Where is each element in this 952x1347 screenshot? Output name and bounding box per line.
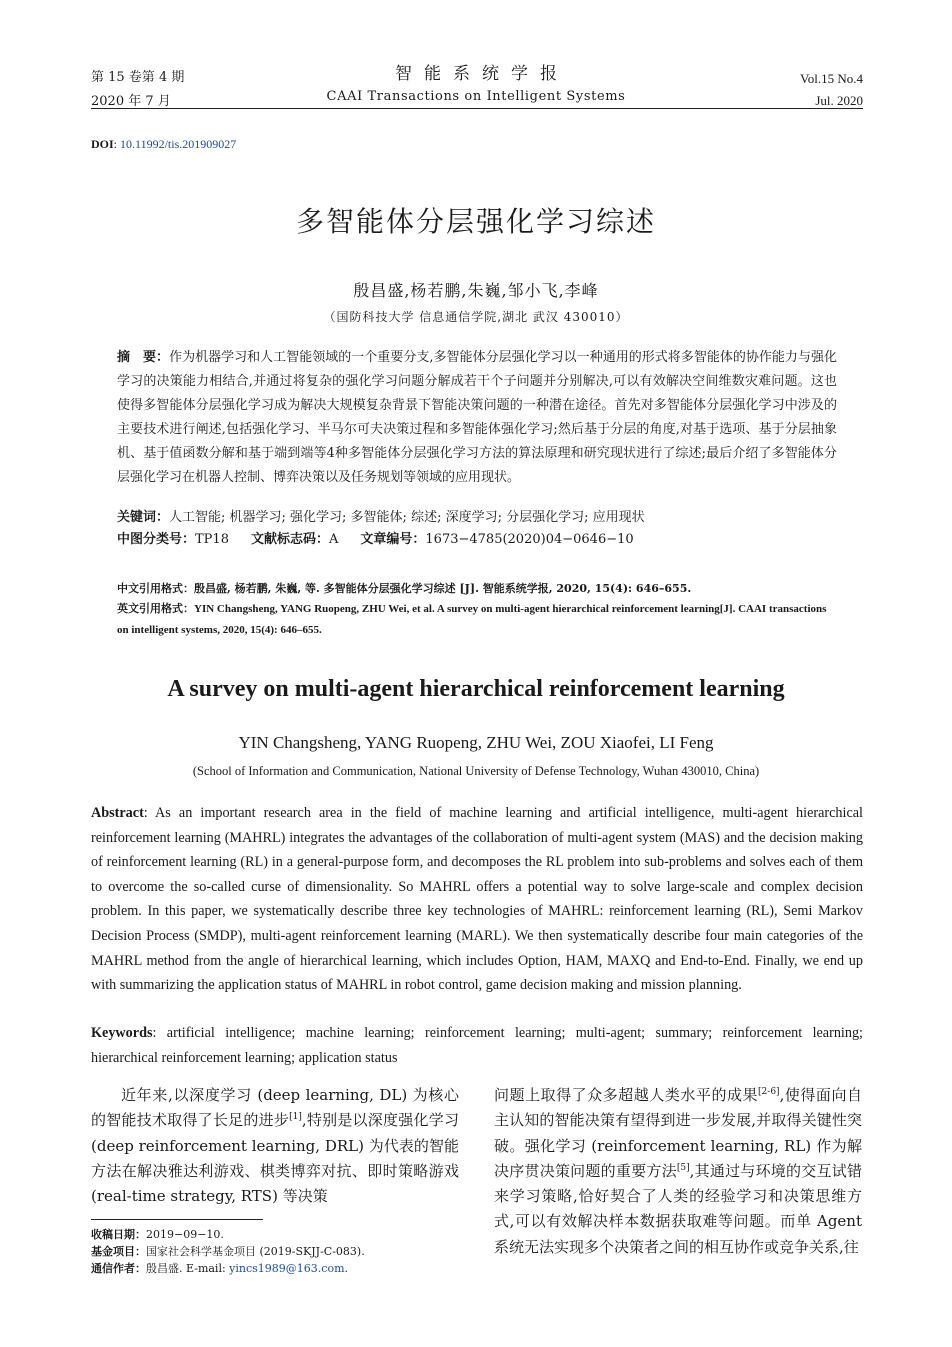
clc-value: TP18 bbox=[195, 532, 229, 547]
citation-cn-text: 殷昌盛, 杨若鹏, 朱巍, 等. 多智能体分层强化学习综述 [J]. 智能系统学报, 2020, 15(4): 646–655. bbox=[194, 582, 692, 595]
page-title-en: A survey on multi-agent hierarchical reinforcement learning bbox=[167, 676, 785, 702]
body-column-right bbox=[494, 1083, 862, 1260]
received-label: 收稿日期： bbox=[91, 1228, 146, 1241]
article-no-value: 1673−4785(2020)04−0646−10 bbox=[425, 532, 634, 547]
fund-value: 国家社会科学基金项目 (2019-SKJJ-C-083). bbox=[146, 1245, 365, 1258]
ref-2-6[interactable]: [2-6] bbox=[758, 1087, 780, 1097]
body-column-left bbox=[91, 1083, 459, 1209]
journal-title-en: CAAI Transactions on Intelligent Systems bbox=[326, 89, 626, 104]
body-right-text-1: 问题上取得了众多超越人类水平的成果 bbox=[494, 1086, 759, 1104]
keywords-en-text: : artificial intelligence; machine learning; reinforcement learning; multi-agent; summary; reinforcement learning; hierarchical reinforcement learning; application status bbox=[91, 1025, 863, 1066]
doi: DOI: 10.11992/tis.201909027 bbox=[91, 137, 237, 151]
doi-link[interactable]: 10.11992/tis.201909027 bbox=[120, 137, 237, 151]
corr-value: 殷昌盛. E-mail: bbox=[146, 1262, 230, 1275]
body-right-text-3: ,其通过与环境的交互试错来学习策略,恰好契合了人类的经验学习和决策思维方式,可以有效解决样本数据获取难等问题。而单 Agent 系统无法实现多个决策者之间的相互协作或竞争关系,往 bbox=[494, 1161, 862, 1256]
body-right-text-2: ,使得面向自主认知的智能决策有望得到进一步发展,并取得关键性突破。强化学习 (reinforcement learning, RL) 作为解决序贯决策问题的重要方法 bbox=[494, 1086, 862, 1180]
keywords-en-label: Keywords bbox=[91, 1025, 153, 1041]
citation-en bbox=[117, 599, 839, 641]
abstract-cn bbox=[117, 346, 837, 490]
doc-code-label: 文献标志码： bbox=[250, 532, 329, 547]
clc-label: 中图分类号： bbox=[117, 532, 196, 547]
citation-en-label: 英文引用格式： bbox=[117, 603, 194, 615]
journal-title-cn: 智能系统学报 bbox=[395, 64, 569, 84]
doc-code-value: A bbox=[329, 532, 339, 547]
volume-en: Vol.15 No.4 bbox=[800, 71, 863, 86]
citation-formats bbox=[117, 578, 839, 641]
abstract-en-label: Abstract bbox=[91, 805, 144, 821]
abstract-en-text: : As an important research area in the field of machine learning and artificial intelligence, multi-agent hierarchical reinforcement learning (MAHRL) integrates the advantages of the collaboration of multi-agent system (MAS) and the decision making of reinforcement learning (RL) in a general-purpose form, and decomposes the RL problem into sub-problems and solves each of them to overcome the so-called curse of dimensionality. So MAHRL offers a potential way to solve large-scale and complex decision problem. In this paper, we systematically describe three key technologies of MAHRL: reinforcement learning (RL), Semi Markov Decision Process (SMDP), multi-agent reinforcement learning (MARL). We then systematically describe four main categories of the MAHRL method from the angle of hierarchical learning, which includes Option, HAM, MAXQ and End-to-End. Finally, we end up with summarizing the application status of MAHRL in robot control, game decision making and mission planning. bbox=[91, 805, 863, 994]
keywords-cn-text: 人工智能; 机器学习; 强化学习; 多智能体; 综述; 深度学习; 分层强化学习; 应用现状 bbox=[169, 510, 645, 525]
footnote-rule bbox=[91, 1219, 263, 1220]
corr-end: . bbox=[344, 1262, 348, 1275]
fund-item bbox=[91, 1243, 365, 1260]
body-left-text-2: ,特别是以深度强化学习 (deep reinforcement learning, DRL) 为代表的智能方法在解决雅达利游戏、棋类博弈对抗、即时策略游戏 (real-time strategy, RTS) 等决策 bbox=[91, 1111, 459, 1206]
date-en: Jul. 2020 bbox=[815, 93, 863, 108]
authors-en: YIN Changsheng, YANG Ruopeng, ZHU Wei, ZOU Xiaofei, LI Feng bbox=[238, 733, 714, 752]
ref-5[interactable]: [5] bbox=[676, 1162, 690, 1173]
affiliation-cn: （国防科技大学 信息通信学院,湖北 武汉 430010） bbox=[323, 310, 629, 324]
date-cn: 2020 年 7 月 bbox=[91, 94, 171, 109]
classification-line bbox=[117, 528, 837, 552]
abstract-cn-label: 摘 要： bbox=[117, 350, 170, 365]
header-volume-en bbox=[800, 68, 863, 112]
fund-label: 基金项目： bbox=[91, 1245, 146, 1258]
article-no-label: 文章编号： bbox=[360, 532, 426, 547]
page-title-cn: 多智能体分层强化学习综述 bbox=[295, 205, 656, 238]
corresponding-author bbox=[91, 1260, 365, 1277]
header-rule bbox=[91, 108, 863, 109]
authors-cn: 殷昌盛,杨若鹏,朱巍,邹小飞,李峰 bbox=[353, 281, 599, 300]
keywords-cn-label: 关键词： bbox=[117, 510, 170, 525]
abstract-cn-text: 作为机器学习和人工智能领域的一个重要分支,多智能体分层强化学习以一种通用的形式将多智能体的协作能力与强化学习的决策能力相结合,并通过将复杂的强化学习问题分解成若干个子问题并分别解决,可以有效解决空间维数灾难问题。这也使得多智能体分层强化学习成为解决大规模复杂背景下智能决策问题的一种潜在途径。首先对多智能体分层强化学习中涉及的主要技术进行阐述,包括强化学习、半马尔可夫决策过程和多智能体强化学习;然后基于分层的角度,对基于选项、基于分层抽象机、基于值函数分解和基于端到端等4种多智能体分层强化学习方法的算法原理和研究现状进行了综述;最后介绍了多智能体分层强化学习在机器人控制、博弈决策以及任务规划等领域的应用现状。 bbox=[117, 350, 837, 485]
received-value: 2019−09−10. bbox=[146, 1228, 224, 1241]
body-left-text-1: 近年来,以深度学习 (deep learning, DL) 为核心的智能技术取得了长足的进步 bbox=[91, 1086, 459, 1130]
keywords-cn bbox=[117, 506, 837, 530]
ref-1[interactable]: [1] bbox=[289, 1112, 302, 1123]
citation-en-text: YIN Changsheng, YANG Ruopeng, ZHU Wei, et al. A survey on multi-agent hierarchical reinforcement learning[J]. CAAI transactions on intelligent systems, 2020, 15(4): 646–655. bbox=[117, 603, 827, 636]
abstract-en bbox=[91, 801, 863, 998]
doi-label: DOI bbox=[91, 137, 114, 151]
corr-label: 通信作者： bbox=[91, 1262, 146, 1275]
keywords-en bbox=[91, 1021, 863, 1070]
received-date bbox=[91, 1226, 365, 1243]
citation-cn-label: 中文引用格式： bbox=[117, 582, 194, 595]
volume-cn: 第 15 卷第 4 期 bbox=[91, 70, 185, 85]
citation-cn bbox=[117, 578, 839, 599]
affiliation-en: (School of Information and Communication, National University of Defense Technology, Wuhan 430010, China) bbox=[192, 764, 760, 778]
footnotes bbox=[91, 1226, 365, 1277]
corr-email-link[interactable]: yincs1989@163.com bbox=[229, 1262, 345, 1275]
